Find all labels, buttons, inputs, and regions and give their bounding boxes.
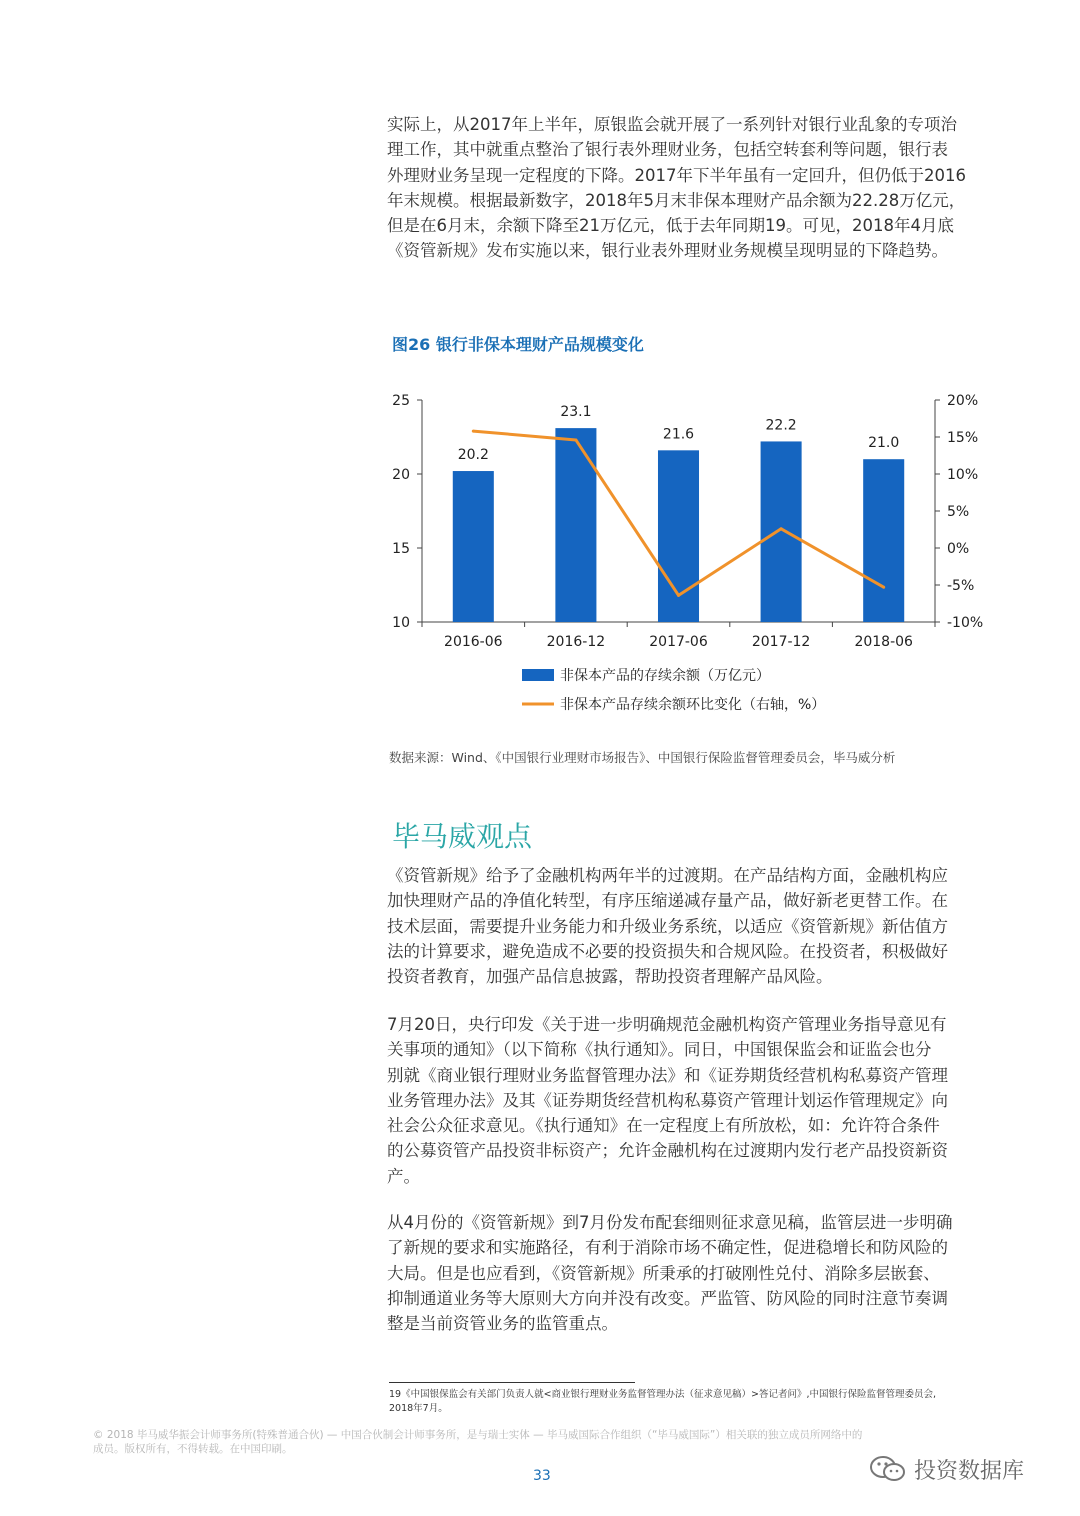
text-line: 社会公众征求意见。《执行通知》在一定程度上有所放松，如：允许符合条件 bbox=[387, 1116, 940, 1136]
text-line: 实际上，从2017年上半年，原银监会就开展了一系列针对银行业乱象的专项治 bbox=[387, 115, 957, 134]
text-line: 7月20日，央行印发《关于进一步明确规范金融机构资产管理业务指导意见有 bbox=[387, 1015, 947, 1034]
x-tick-label: 2018-06 bbox=[854, 634, 913, 650]
copyright-line: © 2018 毕马威华振会计师事务所(特殊普通合伙) — 中国合伙制会计师事务所，是与瑞士实体 — 毕马威国际合作组织（“毕马威国际”）相关联的独立成员所网络中的 bbox=[93, 1429, 863, 1441]
left-tick-label: 10 bbox=[392, 615, 410, 631]
footnote bbox=[389, 1388, 979, 1416]
text-line: 关事项的通知》（以下简称《执行通知》。同日，中国银保监会和证监会也分 bbox=[387, 1040, 932, 1060]
body-paragraph-3 bbox=[387, 1210, 987, 1336]
legend-swatch-bar bbox=[522, 669, 554, 681]
figure-title: 图26 银行非保本理财产品规模变化 bbox=[392, 335, 644, 354]
copyright-line: 成员。版权所有，不得转载。在中国印刷。 bbox=[93, 1443, 293, 1455]
section-heading: 毕马威观点 bbox=[392, 820, 533, 853]
text-line: 年末规模。根据最新数字，2018年5月末非保本理财产品余额为22.28万亿元， bbox=[387, 190, 966, 210]
line-point bbox=[574, 438, 577, 441]
legend-label-line: 非保本产品存续余额环比变化（右轴，%） bbox=[560, 697, 826, 713]
bar bbox=[453, 471, 494, 622]
bar-line-chart bbox=[380, 380, 1000, 725]
x-tick-label: 2016-12 bbox=[546, 634, 606, 650]
body-paragraph-2 bbox=[387, 1012, 987, 1189]
right-tick-label: 15% bbox=[947, 430, 979, 446]
footnote-divider bbox=[389, 1382, 635, 1383]
text-line: 但是在6月末，余额下降至21万亿元，低于去年同期19。可见，2018年4月底 bbox=[387, 216, 954, 236]
text-line: 投资者教育，加强产品信息披露，帮助投资者理解产品风险。 bbox=[387, 967, 833, 987]
right-tick-label: 20% bbox=[947, 393, 979, 409]
footnote-line: 19《中国银保监会有关部门负责人就<商业银行理财业务监督管理办法（征求意见稿）>答记者问》,中国银行保险监督管理委员会, bbox=[389, 1389, 937, 1400]
right-tick-label: 5% bbox=[947, 504, 970, 520]
bar bbox=[761, 441, 802, 622]
bar bbox=[555, 428, 596, 622]
text-line: 大局。但是也应看到，《资管新规》所秉承的打破刚性兑付、消除多层嵌套、 bbox=[387, 1263, 940, 1283]
text-line: 加快理财产品的净值化转型，有序压缩递减存量产品，做好新老更替工作。在 bbox=[387, 891, 948, 911]
text-line: 了新规的要求和实施路径，有利于消除市场不确定性，促进稳增长和防风险的 bbox=[387, 1238, 948, 1258]
watermark-text: 投资数据库 bbox=[914, 1458, 1025, 1484]
text-line: 理工作，其中就重点整治了银行表外理财业务，包括空转套利等问题，银行表 bbox=[387, 140, 948, 160]
line-point bbox=[780, 527, 783, 530]
page-number: 33 bbox=[533, 1468, 551, 1484]
text-line: 的公募资管产品投资非标资产；允许金融机构在过渡期内发行老产品投资新资 bbox=[387, 1141, 948, 1161]
text-line: 产。 bbox=[387, 1166, 420, 1186]
text-line: 《资管新规》给予了金融机构两年半的过渡期。在产品结构方面，金融机构应 bbox=[387, 866, 948, 885]
legend-label-bar: 非保本产品的存续余额（万亿元） bbox=[560, 668, 770, 684]
copyright-notice bbox=[93, 1428, 993, 1456]
x-tick-label: 2016-06 bbox=[444, 634, 503, 650]
wechat-icon bbox=[868, 1454, 908, 1484]
text-line: 技术层面，需要提升业务能力和升级业务系统，以适应《资管新规》新估值方 bbox=[387, 916, 948, 936]
intro-paragraph bbox=[387, 112, 987, 264]
x-tick-label: 2017-12 bbox=[751, 634, 811, 650]
bar-value-label: 21.6 bbox=[662, 426, 695, 443]
chart-legend bbox=[522, 667, 825, 713]
text-line: 从4月份的《资管新规》到7月份发布配套细则征求意见稿，监管层进一步明确 bbox=[387, 1213, 953, 1232]
line-point bbox=[677, 594, 680, 597]
text-line: 整是当前资管业务的监管重点。 bbox=[387, 1314, 618, 1334]
right-tick-label: -10% bbox=[947, 615, 984, 631]
bar-value-label: 20.2 bbox=[457, 447, 489, 464]
bar bbox=[863, 459, 904, 622]
bar-value-label: 22.2 bbox=[765, 417, 797, 434]
line-point bbox=[472, 430, 475, 433]
line-point bbox=[882, 586, 885, 589]
left-tick-label: 25 bbox=[392, 393, 410, 409]
footnote-line: 2018年7月。 bbox=[389, 1403, 448, 1414]
bar-value-label: 23.1 bbox=[560, 404, 592, 421]
x-tick-label: 2017-06 bbox=[649, 634, 708, 650]
left-tick-label: 20 bbox=[392, 467, 410, 483]
watermark bbox=[868, 1452, 1024, 1486]
right-tick-label: -5% bbox=[947, 578, 975, 594]
source-note: 数据来源：Wind、《中国银行业理财市场报告》、中国银行保险监督管理委员会，毕马威分析 bbox=[389, 750, 896, 765]
text-line: 业务管理办法》及其《证券期货经营机构私募资产管理计划运作管理规定》向 bbox=[387, 1090, 948, 1110]
text-line: 外理财业务呈现一定程度的下降。2017年下半年虽有一定回升，但仍低于2016 bbox=[387, 165, 966, 185]
right-tick-label: 0% bbox=[947, 541, 970, 557]
text-line: 《资管新规》发布实施以来，银行业表外理财业务规模呈现明显的下降趋势。 bbox=[387, 241, 948, 261]
text-line: 法的计算要求，避免造成不必要的投资损失和合规风险。在投资者，积极做好 bbox=[387, 941, 948, 961]
text-line: 抑制通道业务等大原则大方向并没有改变。严监管、防风险的同时注意节奏调 bbox=[387, 1288, 948, 1308]
body-paragraph-1 bbox=[387, 863, 987, 989]
bar-value-label: 21.0 bbox=[868, 435, 900, 452]
right-tick-label: 10% bbox=[947, 467, 979, 483]
left-tick-label: 15 bbox=[392, 541, 410, 557]
text-line: 别就《商业银行理财业务监督管理办法》和《证券期货经营机构私募资产管理 bbox=[387, 1065, 948, 1085]
